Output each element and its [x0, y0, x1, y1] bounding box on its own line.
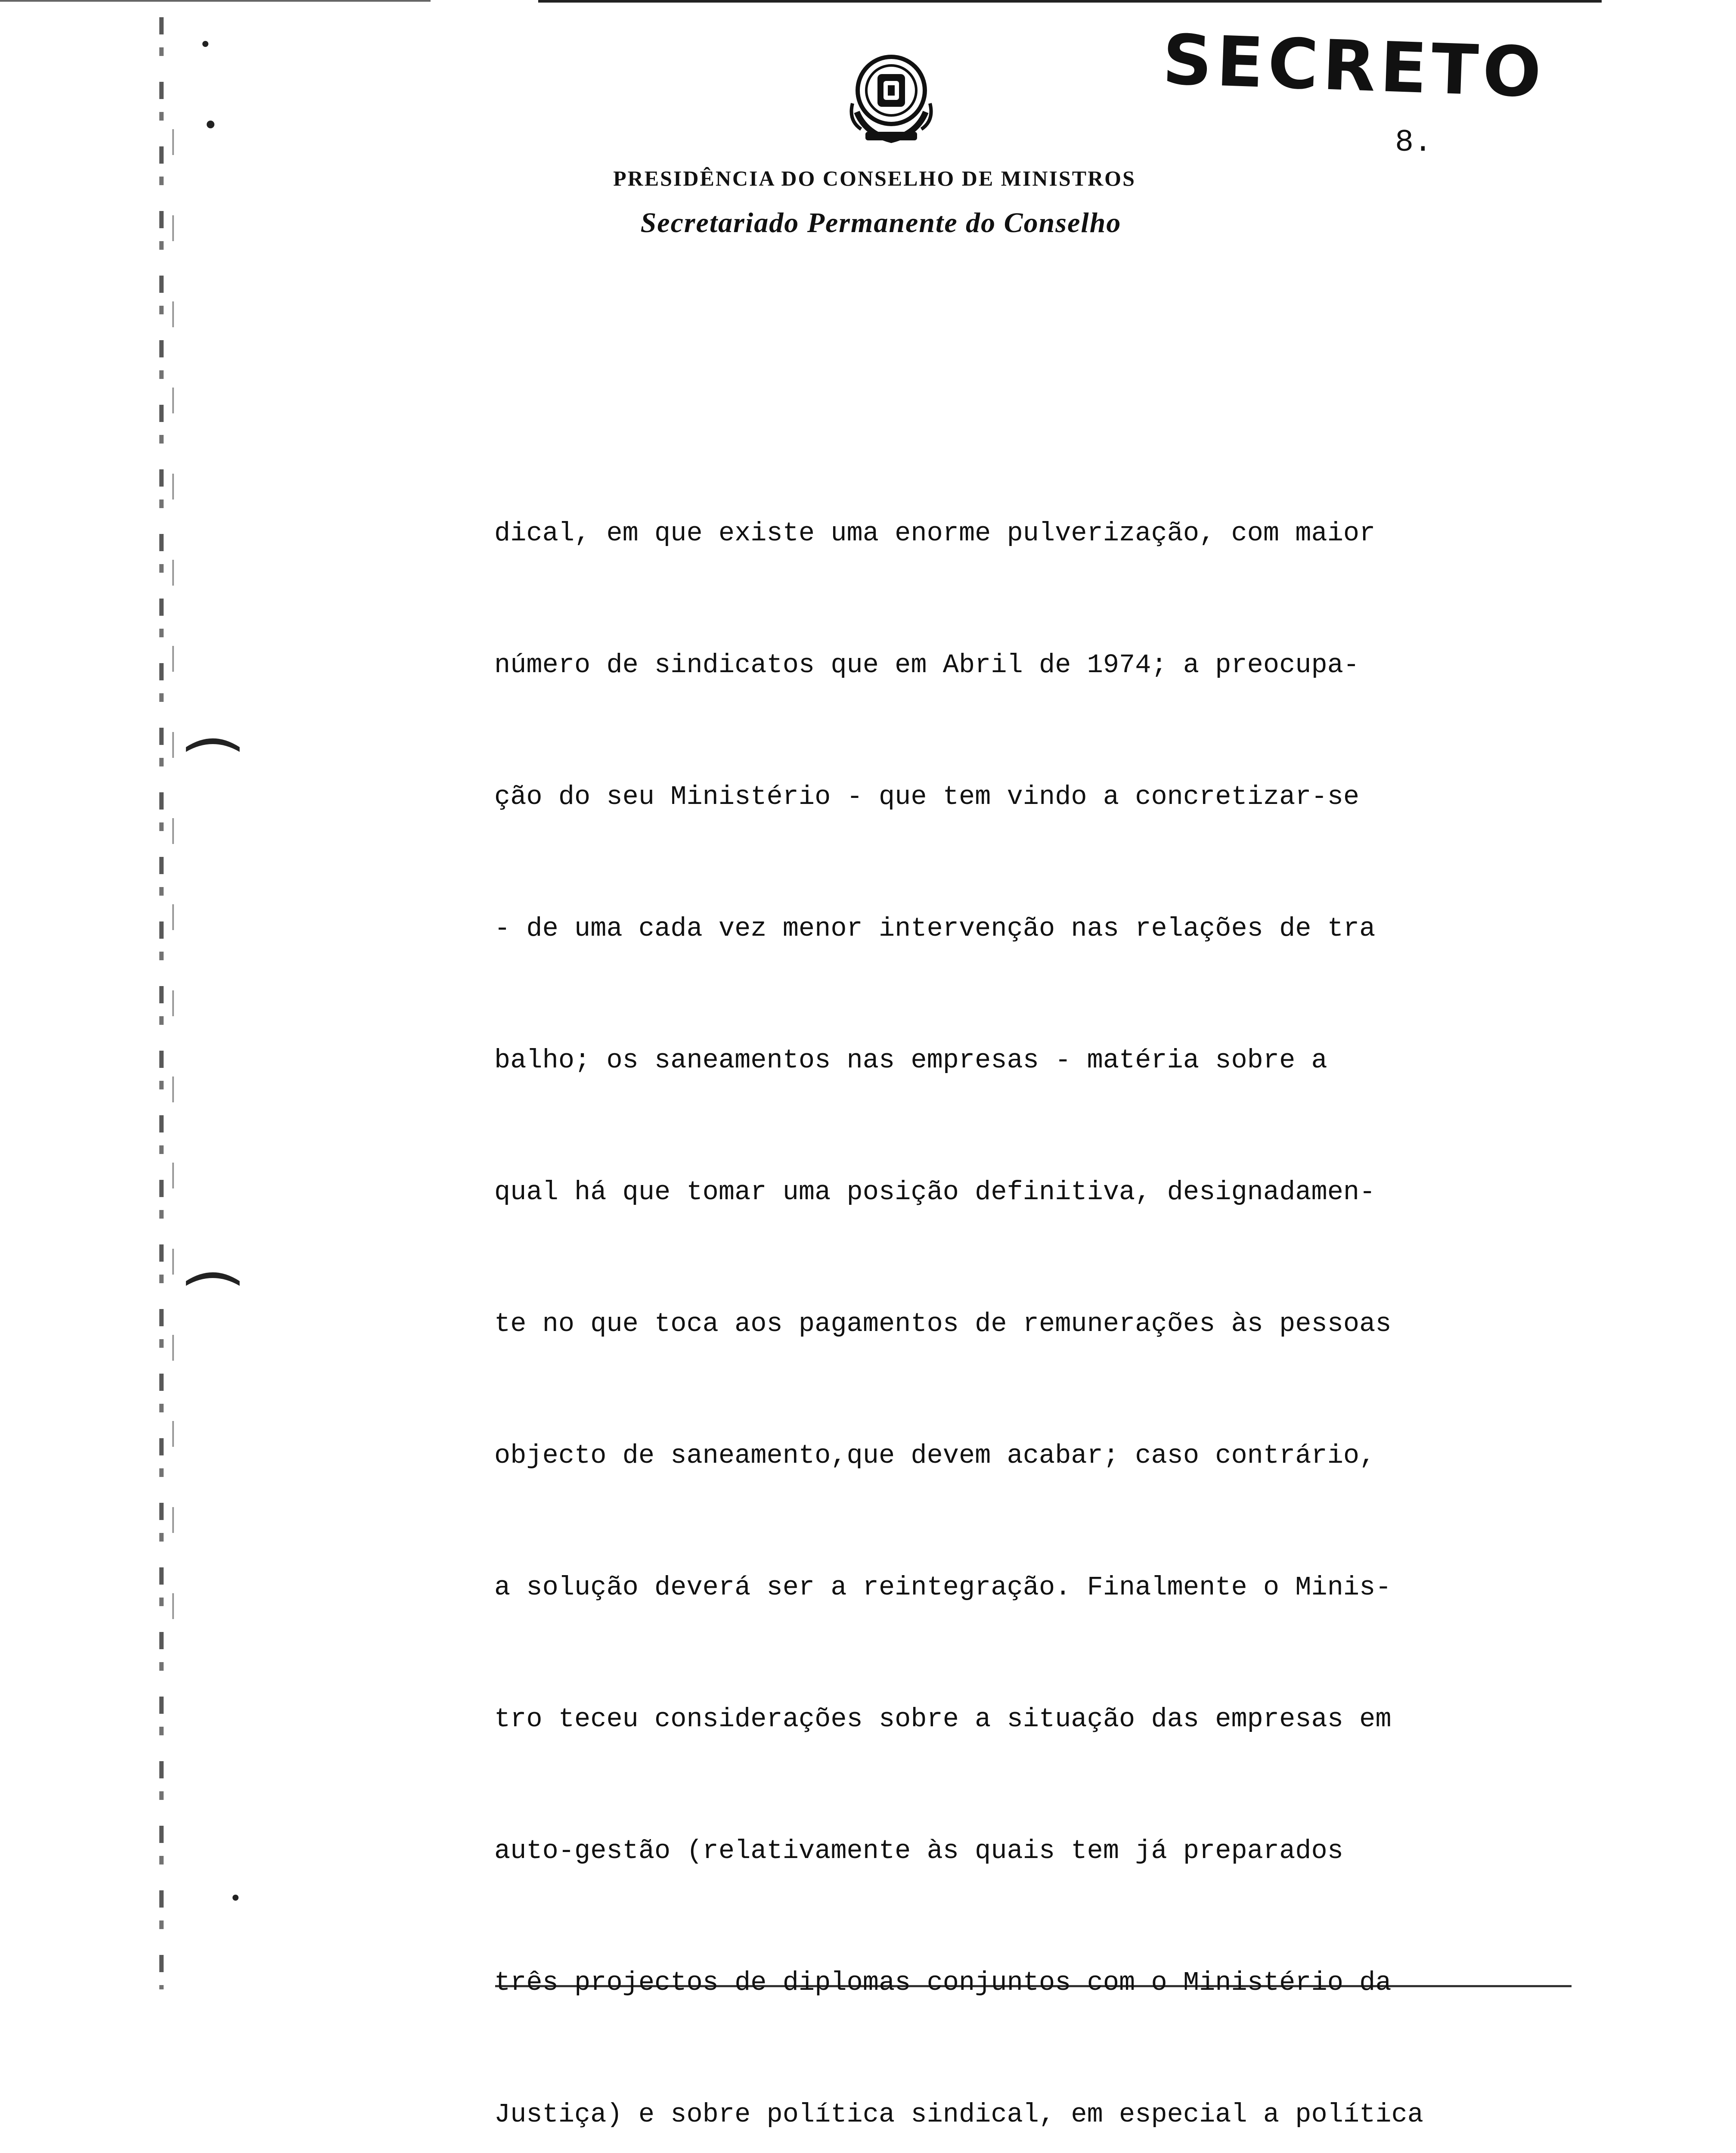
text-line: Justiça) e sobre política sindical, em especial a política: [494, 2099, 1423, 2130]
paragraph: [494, 424, 1528, 2153]
scan-edge-line: [0, 0, 431, 2]
department-subheading: Secretariado Permanente do Conselho: [640, 207, 1122, 239]
binding-hole-mark: (: [179, 1267, 250, 1291]
text-line: objecto de saneamento,que devem acabar; caso contrário,: [494, 1440, 1376, 1471]
scan-speck: [232, 1895, 239, 1901]
classification-stamp: SECRETO: [1161, 19, 1547, 113]
text-line: número de sindicatos que em Abril de 1974; a preocupa-: [494, 650, 1360, 680]
text-line: - de uma cada vez menor intervenção nas relações de tra: [494, 913, 1376, 944]
text-line: ção do seu Ministério - que tem vindo a concretizar-se: [494, 782, 1360, 812]
text-line: tro teceu considerações sobre a situação das empresas em: [494, 1704, 1392, 1734]
institution-heading: PRESIDÊNCIA DO CONSELHO DE MINISTROS: [613, 166, 1136, 190]
text-line: três projectos de diplomas conjuntos com o Ministério da: [494, 1967, 1392, 1998]
document-body: [494, 336, 1528, 2153]
text-line: te no que toca aos pagamentos de remunerações às pessoas: [494, 1309, 1392, 1339]
scan-left-edge: [172, 129, 174, 1679]
scan-speck: [207, 121, 214, 128]
page-number: 8.: [1395, 125, 1432, 160]
portuguese-coat-of-arms-icon: [840, 47, 943, 151]
text-line: auto-gestão (relativamente às quais tem já preparados: [494, 1836, 1343, 1866]
text-line: balho; os saneamentos nas empresas - matéria sobre a: [494, 1045, 1327, 1076]
text-line: qual há que tomar uma posição definitiva, designadamen-: [494, 1177, 1376, 1207]
scan-speck: [202, 41, 208, 47]
binding-hole-mark: (: [179, 733, 250, 757]
text-line: a solução deverá ser a reintegração. Finalmente o Minis-: [494, 1572, 1392, 1603]
scan-left-edge: [159, 17, 164, 1989]
scan-edge-line: [538, 0, 1602, 3]
text-line: dical, em que existe uma enorme pulverização, com maior: [494, 518, 1376, 549]
